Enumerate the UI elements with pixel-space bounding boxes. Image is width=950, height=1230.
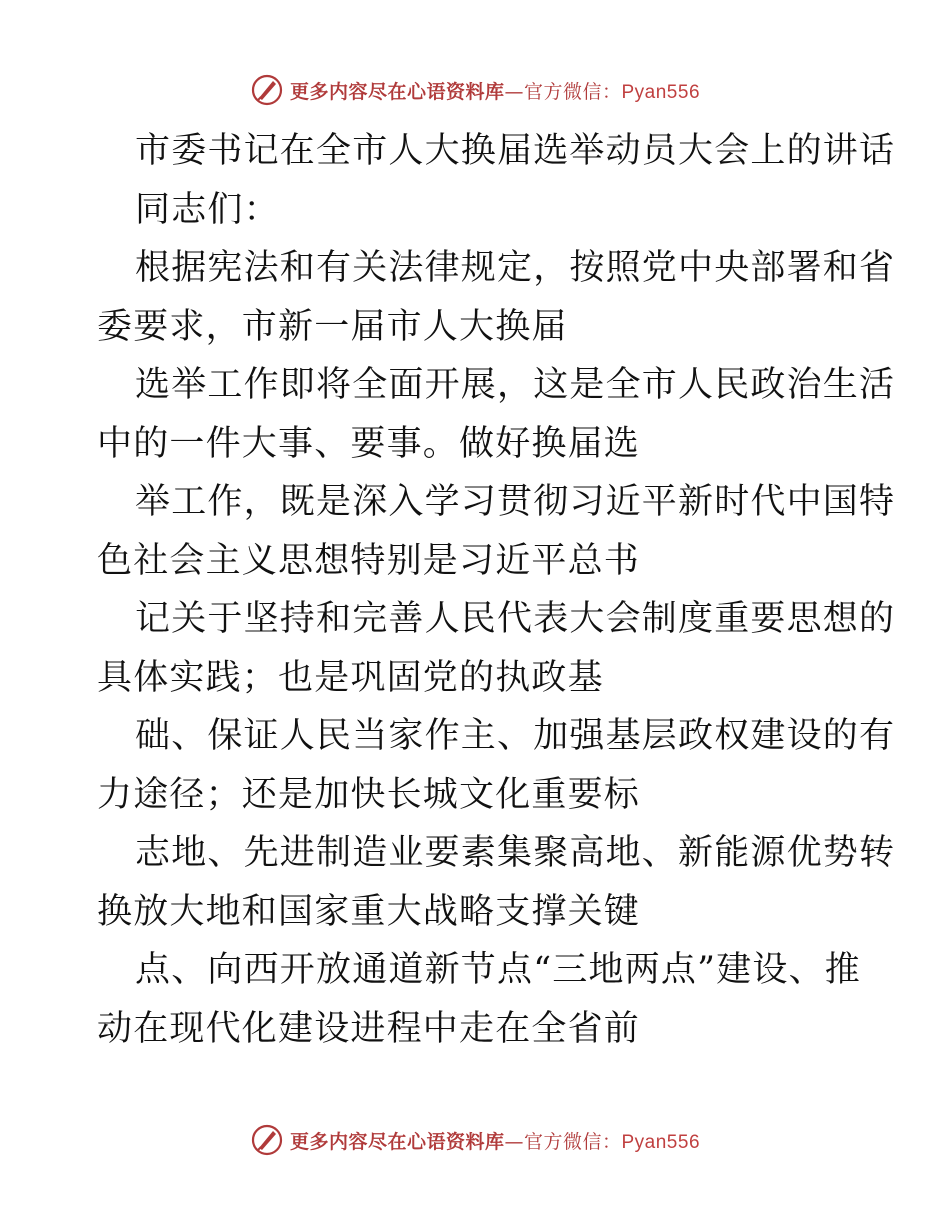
quill-pen-logo-icon xyxy=(250,1123,284,1157)
watermark-text xyxy=(290,1127,700,1154)
salutation: 同志们： xyxy=(135,189,280,230)
watermark-text xyxy=(290,77,700,104)
text-line: 点、向西开放通道新节点“三地两点”建设、推 xyxy=(135,950,861,990)
watermark-handle: Pyan556 xyxy=(621,81,701,103)
document-title: 市委书记在全市人大换届选举动员大会上的讲话 xyxy=(135,131,896,171)
text-line: 中的一件大事、要事。做好换届选 xyxy=(97,423,641,464)
text-line: 换放大地和国家重大战略支撑关键 xyxy=(97,891,641,932)
footer-watermark xyxy=(0,1120,950,1160)
text-line: 具体实践；也是巩固党的执政基 xyxy=(97,657,604,698)
text-line: 记关于坚持和完善人民代表大会制度重要思想的 xyxy=(135,599,896,639)
text-line: 志地、先进制造业要素集聚高地、新能源优势转 xyxy=(135,833,896,873)
header-watermark xyxy=(0,70,950,110)
watermark-label: 官方微信： xyxy=(523,80,622,103)
watermark-main-text: 更多内容尽在心语资料库 xyxy=(289,1130,505,1153)
text-line: 根据宪法和有关法律规定，按照党中央部署和省 xyxy=(135,248,896,288)
watermark-main-text: 更多内容尽在心语资料库 xyxy=(289,80,505,103)
document-body xyxy=(97,122,896,1058)
text-line: 委要求，市新一届市人大换届 xyxy=(97,306,568,347)
text-line: 选举工作即将全面开展，这是全市人民政治生活 xyxy=(135,365,896,405)
quill-pen-logo-icon xyxy=(250,73,284,107)
paragraph-lines xyxy=(97,239,896,1058)
watermark-dash: — xyxy=(504,80,524,103)
watermark-dash: — xyxy=(504,1130,524,1153)
watermark-handle: Pyan556 xyxy=(621,1131,701,1153)
text-line: 础、保证人民当家作主、加强基层政权建设的有 xyxy=(135,716,896,756)
text-line: 色社会主义思想特别是习近平总书 xyxy=(97,540,641,581)
watermark-label: 官方微信： xyxy=(523,1130,622,1153)
text-line: 举工作，既是深入学习贯彻习近平新时代中国特 xyxy=(135,482,896,522)
text-line: 动在现代化建设进程中走在全省前 xyxy=(97,1008,641,1049)
text-line: 力途径；还是加快长城文化重要标 xyxy=(97,774,641,815)
